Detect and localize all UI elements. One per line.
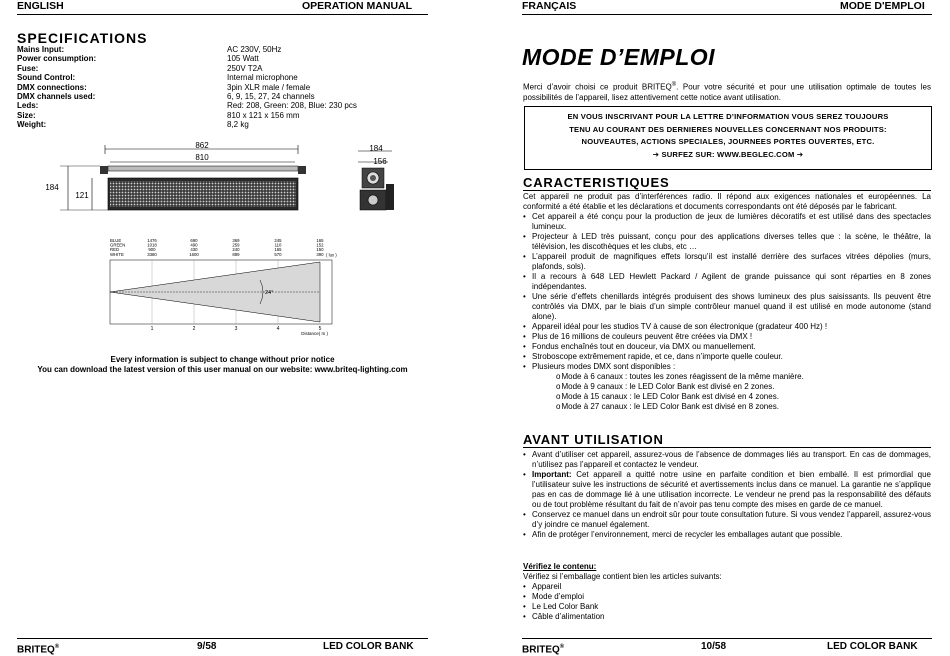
newsletter-line-3: NOUVEAUTES, ACTIONS SPECIALES, JOURNEES PORTES OUVERTES, ETC.	[581, 137, 875, 146]
dim-side-body: 156	[373, 157, 387, 166]
spec-value: 105 Watt	[227, 54, 259, 64]
distance-ticks	[151, 326, 322, 332]
header-rule-fr	[522, 14, 932, 15]
spec-row	[17, 83, 437, 92]
caracteristiques-intro: Cet appareil ne produit pas d’interférences radio. Il répond aux exigences nationales et européennes. La conformité a été établie et les déclarations et documents correspondants ont été déposés par le fabricant.	[523, 192, 931, 211]
section-rule-caracteristiques	[523, 190, 931, 191]
spec-row	[17, 64, 437, 73]
list-item: • Cet appareil a été conçu pour la production de jeux de lumières décoratifs et est utilisé dans des spectacles lumineux.	[523, 212, 931, 231]
spec-value: 3pin XLR male / female	[227, 82, 311, 92]
spec-row	[17, 92, 437, 101]
list-item: • Conservez ce manuel dans un endroit sûr pour toute consultation future. Si vous vendez l’appareil, assurez-vous d’y joindre ce manuel également.	[523, 510, 931, 529]
photometric-value: 240	[232, 247, 240, 253]
spec-value: Internal microphone	[227, 73, 298, 83]
photometric-value: 110	[274, 242, 282, 248]
newsletter-line-1: EN VOUS INSCRIVANT POUR LA LETTRE D’INFORMATION VOUS SEREZ TOUJOURS	[567, 112, 889, 121]
list-item: • Afin de protéger l’environnement, merci de recycler les emballages autant que possible.	[523, 530, 843, 539]
list-item: • Projecteur à LED très puissant, conçu pour des applications diverses telles que : la scène, le théâtre, la télévision, les discothèques et les clubs, etc …	[523, 232, 931, 251]
section-title-specifications: SPECIFICATIONS	[17, 30, 148, 46]
photometric-value: 3380	[147, 251, 157, 257]
photometric-row-label: WHITE	[110, 251, 124, 257]
photometric-value: 150	[316, 247, 324, 253]
beam-angle: 24°	[265, 290, 274, 296]
feature-list	[523, 212, 931, 412]
photometric-value: 1476	[147, 238, 157, 243]
photometric-row-label: GREEN	[110, 242, 126, 248]
dimension-drawing	[40, 140, 420, 220]
header-language-fr: FRANÇAIS	[522, 0, 577, 12]
spec-value: 250V T2A	[227, 63, 263, 73]
spec-label: Sound Control:	[17, 73, 76, 83]
photometric-value: 900	[148, 247, 156, 253]
photometric-value: 165	[316, 238, 324, 243]
verify-title: Vérifiez le contenu:	[523, 562, 597, 571]
distance-tick-label: 4	[276, 326, 280, 332]
list-item: • Plus de 16 millions de couleurs peuvent être créées via DMX !	[523, 332, 753, 341]
distance-axis-label: Distance( m )	[301, 331, 328, 336]
dmx-mode-item: oMode à 27 canaux : le LED Color Bank est divisé en 8 zones.	[556, 402, 779, 411]
verify-contents	[523, 562, 722, 622]
header-manual-title: OPERATION MANUAL	[302, 0, 413, 12]
notice-line: Every information is subject to change without prior notice	[110, 355, 335, 364]
dim-front-total: 862	[195, 141, 209, 150]
header-manual-title-fr: MODE D'EMPLOI	[840, 0, 925, 12]
newsletter-box	[524, 106, 932, 170]
spec-label: Weight:	[17, 120, 47, 130]
photometric-value: 690	[190, 238, 198, 243]
dmx-mode-item: oMode à 9 canaux : le LED Color Bank est divisé en 2 zones.	[556, 382, 775, 391]
dmx-mode-item: oMode à 15 canaux : le LED Color Bank est divisé en 4 zones.	[556, 392, 779, 401]
header-rule	[17, 14, 428, 15]
footer-product-fr: LED COLOR BANK	[827, 641, 918, 652]
spec-label: Leds:	[17, 101, 39, 111]
footer-rule	[17, 638, 428, 639]
verify-intro: Vérifiez si l’emballage contient bien les articles suivants:	[523, 572, 722, 581]
photometric-value: 245	[274, 238, 282, 243]
photometric-value: 369	[232, 238, 240, 243]
spec-row	[17, 73, 437, 82]
spec-label: DMX connections:	[17, 82, 87, 92]
photometric-value: 1600	[189, 251, 199, 257]
distance-tick-label: 3	[234, 326, 238, 332]
spec-value: Red: 208, Green: 208, Blue: 230 pcs	[227, 101, 357, 111]
photometric-unit: ( lux )	[326, 252, 337, 258]
header-language: ENGLISH	[17, 0, 64, 12]
precautions-list	[523, 450, 931, 540]
footer-rule-fr	[522, 638, 932, 639]
spec-row	[17, 45, 437, 54]
photometric-value: 259	[232, 242, 240, 248]
distance-tick-label: 1	[150, 326, 154, 332]
dim-front-height-total: 184	[45, 183, 59, 192]
left-page	[0, 0, 475, 654]
distance-tick-label: 2	[192, 326, 196, 332]
dim-side-total: 184	[369, 144, 383, 153]
photometric-value: 570	[274, 251, 282, 257]
list-item: • Plusieurs modes DMX sont disponibles : oMode à 6 canaux : toutes les zones réagissent de la même manière. oMode à 9 canaux : le LED Color Bank est divisé en 2 zones. oMode à 15 canaux : le LED Color Bank est divisé en 4 zones. oMode à 27 canaux : le LED Color Bank est divisé en 8 zones.	[523, 362, 931, 412]
section-title-caracteristiques: CARACTERISTIQUES	[523, 175, 670, 190]
dim-front-body: 810	[195, 153, 209, 162]
verify-item: • Câble d’alimentation	[523, 612, 605, 621]
spec-label: Size:	[17, 110, 36, 120]
spec-label: Mains Input:	[17, 45, 65, 54]
photometric-value: 152	[316, 242, 324, 248]
verify-list	[523, 582, 722, 622]
spec-value: 810 x 121 x 156 mm	[227, 110, 300, 120]
front-view	[45, 141, 306, 210]
spec-label: DMX channels used:	[17, 92, 96, 101]
photometric-value: 430	[190, 247, 198, 253]
list-item: • Important: Cet appareil a quitté notre usine en parfaite condition et bien emballé. Il est primordial que l’utilisateur suive les instructions de sécurité et avertissements inclus dans ce manuel. La garantie ne s’applique pas en cas de dommage lié à une utilisation incorrecte. Le vendeur ne prend pas la responsabilité des défauts ou de tout problème résultant du fait de n’avoir pas tenu compte des mises en garde de ce manuel.	[523, 470, 931, 509]
photometric-row-label: RED	[110, 247, 120, 253]
footer-brand-fr: BRITEQ®	[522, 644, 565, 656]
photometric-table	[110, 238, 337, 257]
photometric-value: 1018	[147, 242, 157, 248]
photometric-value: 889	[232, 251, 240, 257]
spec-row	[17, 54, 437, 63]
dmx-mode-list	[532, 372, 931, 412]
page-title: MODE D’EMPLOI	[522, 44, 716, 70]
spec-label: Fuse:	[17, 63, 39, 73]
spec-row	[17, 120, 437, 129]
spec-value: AC 230V, 50Hz	[227, 45, 282, 54]
photometric-row-label: BLUE	[110, 238, 122, 243]
intro-paragraph: Merci d’avoir choisi ce produit BRITEQ®. Pour votre sécurité et pour une utilisation optimale de toutes les possibilités de l’appareil, lisez attentivement cette notice avant utilisation.	[523, 82, 931, 102]
photometric-value: 490	[190, 242, 198, 248]
footer-product: LED COLOR BANK	[323, 641, 414, 652]
side-view	[358, 144, 394, 210]
spec-row	[17, 101, 437, 110]
download-line: You can download the latest version of this user manual on our website: www.briteq-lighting.com	[37, 365, 408, 374]
spec-value: 8,2 kg	[227, 120, 249, 130]
verify-item: • Appareil	[523, 582, 562, 591]
list-item: • Fondus enchaînés tout en douceur, via DMX ou manuellement.	[523, 342, 756, 351]
section-rule-avant	[523, 447, 931, 448]
photometric-value: 390	[316, 251, 324, 257]
distance-tick-label: 5	[318, 326, 322, 332]
footer-brand: BRITEQ®	[17, 644, 60, 656]
newsletter-line-4[interactable]: ➔ SURFEZ SUR: WWW.BEGLEC.COM ➔	[652, 149, 804, 159]
photometric-diagram	[100, 236, 340, 340]
newsletter-line-2: TENU AU COURANT DES DERNIERES NOUVELLES CONCERNANT NOS PRODUITS:	[569, 124, 887, 134]
section-title-avant-utilisation: AVANT UTILISATION	[523, 432, 664, 447]
dim-front-height-body: 121	[75, 191, 89, 200]
spec-row	[17, 111, 437, 120]
list-item: • L’appareil produit de magnifiques effets lorsqu’il est installé derrière des surfaces vitrées dépolies (murs, plafonds, sols).	[523, 252, 931, 271]
list-item: • Stroboscope extrêmement rapide, et ce, dans n’importe quelle couleur.	[523, 352, 783, 361]
photometric-value: 165	[274, 247, 282, 253]
list-item: • Il a recours à 648 LED Hewlett Packard / Agilent de grande puissance qui sont réparties en 8 zones indépendantes.	[523, 272, 931, 291]
dmx-mode-item: oMode à 6 canaux : toutes les zones réagissent de la même manière.	[556, 372, 804, 381]
footer-page-number-fr: 10/58	[701, 641, 727, 652]
list-item: • Une série d’effets chenillards intégrés produisent des shows lumineux des plus saisissants. Ils peuvent être contrôlés via DMX, par le biais d’un simple contrôleur manuel quand il est utilisé en mode autonome (stand alone).	[523, 292, 931, 321]
list-item: • Appareil idéal pour les studios TV à cause de son électronique (gradateur 400 Hz) !	[523, 322, 828, 331]
footer-page-number: 9/58	[197, 641, 217, 652]
spec-label: Power consumption:	[17, 54, 97, 64]
verify-item: • Le Led Color Bank	[523, 602, 599, 611]
list-item: • Avant d’utiliser cet appareil, assurez-vous de l’absence de dommages liés au transport. En cas de dommages, n’utilisez pas l’appareil et contactez le vendeur.	[523, 450, 931, 469]
spec-value: 6, 9, 15, 27, 24 channels	[227, 92, 315, 101]
verify-item: • Mode d’emploi	[523, 592, 585, 601]
